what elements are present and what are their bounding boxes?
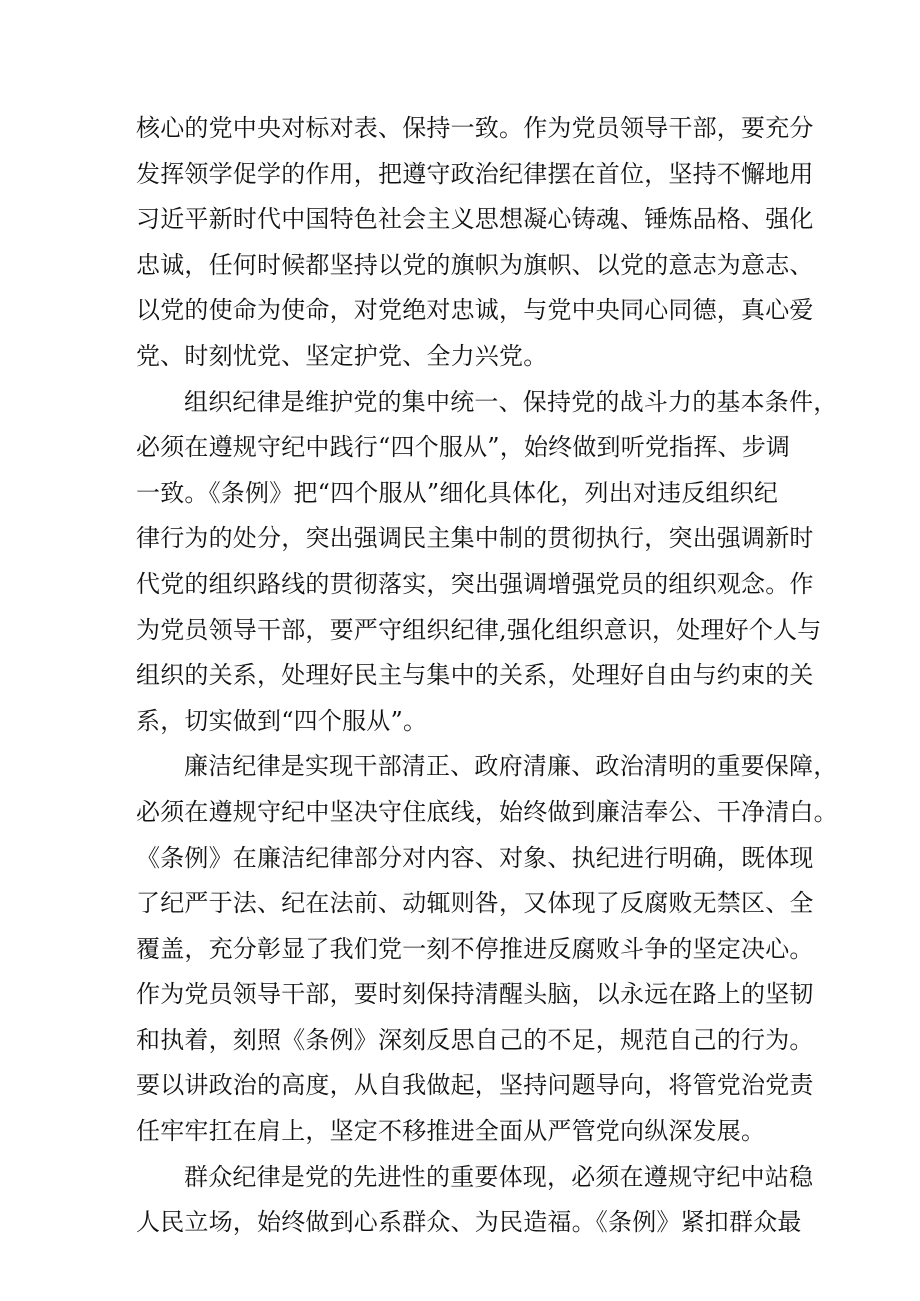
- text-line: 必须在遵规守纪中践行“四个服从”，始终做到听党指挥、步调: [136, 433, 791, 462]
- text-line: 必须在遵规守纪中坚决守住底线，始终做到廉洁奉公、干净清白。: [136, 797, 838, 826]
- text-line: 人民立场，始终做到心系群众、为民造福。《条例》紧扣群众最: [136, 1208, 802, 1237]
- text-line: 代党的组织路线的贯彻落实，突出强调增强党员的组织观念。作: [136, 569, 814, 598]
- text-line: 一致。《条例》把“四个服从”细化具体化，列出对违反组织纪: [136, 478, 779, 507]
- text-line: 党、时刻忧党、坚定护党、全力兴党。: [136, 341, 548, 370]
- text-line: 忠诚，任何时候都坚持以党的旗帜为旗帜、以党的意志为意志、: [136, 250, 814, 279]
- body-text: [136, 106, 838, 1246]
- text-line: 为党员领导干部，要严守组织纪律,强化组织意识，处理好个人与: [136, 615, 822, 644]
- paragraph-start-line: 群众纪律是党的先进性的重要体现，必须在遵规守纪中站稳: [184, 1162, 814, 1191]
- paragraph-start-line: 廉洁纪律是实现干部清正、政府清廉、政治清明的重要保障，: [184, 752, 838, 781]
- text-line: 核心的党中央对标对表、保持一致。作为党员领导干部，要充分: [136, 114, 814, 142]
- text-line: 律行为的处分，突出强调民主集中制的贯彻执行，突出强调新时: [136, 524, 814, 553]
- text-line: 和执着，刻照《条例》深刻反思自己的不足，规范自己的行为。: [136, 1025, 814, 1054]
- text-line: 《条例》在廉洁纪律部分对内容、对象、执纪进行明确，既体现: [136, 843, 814, 872]
- text-line: 作为党员领导干部，要时刻保持清醒头脑，以永远在路上的坚韧: [136, 980, 814, 1009]
- text-line: 要以讲政治的高度，从自我做起，坚持问题导向，将管党治党责: [136, 1071, 814, 1100]
- text-line: 发挥领学促学的作用，把遵守政治纪律摆在首位，坚持不懈地用: [136, 159, 814, 188]
- text-line: 以党的使命为使命，对党绝对忠诚，与党中央同心同德，真心爱: [136, 296, 814, 325]
- paragraph-start-line: 组织纪律是维护党的集中统一、保持党的战斗力的基本条件，: [184, 387, 838, 416]
- text-line: 组织的关系，处理好民主与集中的关系，处理好自由与约束的关: [136, 661, 814, 690]
- text-line: 习近平新时代中国特色社会主义思想凝心铸魂、锤炼品格、强化: [136, 205, 814, 234]
- text-line: 了纪严于法、纪在法前、动辄则咎，又体现了反腐败无禁区、全: [136, 889, 814, 918]
- text-line: 任牢牢扛在肩上，坚定不移推进全面从严管党向纵深发展。: [136, 1117, 766, 1146]
- text-line: 覆盖，充分彰显了我们党一刻不停推进反腐败斗争的坚定决心。: [136, 934, 814, 963]
- text-line: 系，切实做到“四个服从”。: [136, 706, 428, 735]
